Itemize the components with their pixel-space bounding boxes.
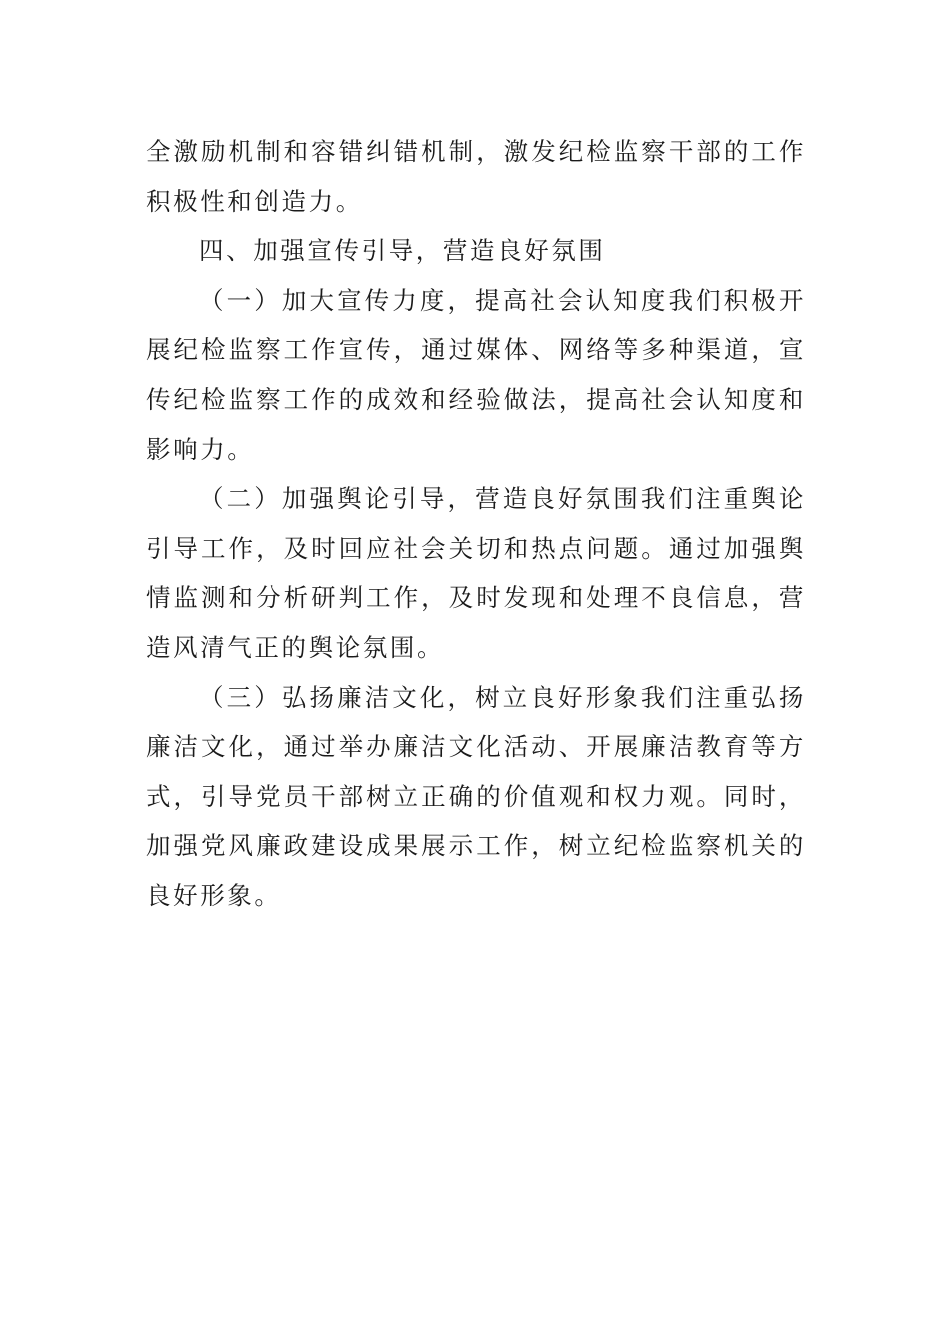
paragraph-subsection-3: （三）弘扬廉洁文化，树立良好形象我们注重弘扬廉洁文化，通过举办廉洁文化活动、开展廉洁教育等方式，引导党员干部树立正确的价值观和权力观。同时，加强党风廉政建设成果展示工作，树立纪检监察机关的良好形象。 (146, 682, 806, 910)
document-body (146, 127, 806, 921)
paragraph-continuation: 全激励机制和容错纠错机制，激发纪检监察干部的工作积极性和创造力。 (146, 137, 806, 216)
paragraph-subsection-2: （二）加强舆论引导，营造良好氛围我们注重舆论引导工作，及时回应社会关切和热点问题。通过加强舆情监测和分析研判工作，及时发现和处理不良信息，营造风清气正的舆论氛围。 (146, 484, 806, 662)
section-heading: 四、加强宣传引导，营造良好氛围 (199, 236, 606, 266)
paragraph-subsection-1: （一）加大宣传力度，提高社会认知度我们积极开展纪检监察工作宣传，通过媒体、网络等多种渠道，宣传纪检监察工作的成效和经验做法，提高社会认知度和影响力。 (146, 285, 806, 464)
